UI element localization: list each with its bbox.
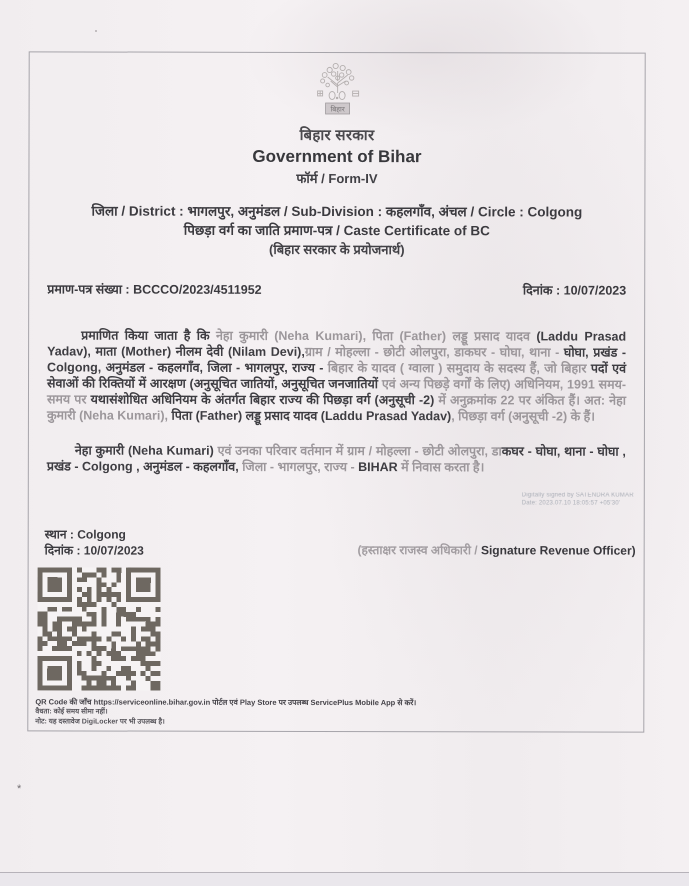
title-hindi: बिहार सरकार	[299, 126, 375, 145]
revenue-officer-signature-line	[357, 541, 635, 559]
place-date-block	[45, 526, 144, 558]
certificate-number	[47, 280, 261, 297]
title-english: Government of Bihar	[252, 146, 422, 167]
digital-signature-line1: Digitally signed by SATENDRA KUMAR	[521, 492, 634, 499]
certificate-title-line: पिछड़ा वर्ग का जाति प्रमाण-पत्र / Caste Certificate of BC	[183, 222, 490, 239]
place-value: Colgong	[77, 527, 126, 542]
date-value: 10/07/2023	[83, 543, 144, 558]
footer-notes	[35, 697, 635, 728]
certificate-content	[28, 56, 644, 735]
qr-verification-note: QR Code की जाँच https://serviceonline.bihar.gov.in पोर्टल एवं Play Store पर उपलब्ध ServicePlus Mobile App से करें।	[35, 697, 417, 708]
form-number-line: फॉर्म / Form-IV	[296, 170, 378, 187]
certificate-number-label: प्रमाण-पत्र संख्या :	[47, 282, 134, 297]
date-line	[45, 542, 144, 558]
digilocker-note: नोट: यह दस्तावेज DigiLocker पर भी उपलब्ध है।	[35, 718, 165, 726]
digital-signature-text	[522, 491, 634, 507]
issue-date	[523, 281, 626, 298]
scan-edge-strip	[0, 873, 689, 886]
place-label: स्थान :	[44, 527, 78, 542]
purpose-line: (बिहार सरकार के प्रयोजनार्थ)	[269, 241, 405, 258]
bihar-emblem-icon	[289, 57, 385, 119]
digital-signature-line2: Date: 2023.07.10 18:05:57 +05'30'	[521, 500, 621, 507]
issue-date-label: दिनांक :	[522, 283, 564, 298]
district-line: जिला / District : भागलपुर, अनुमंडल / Sub-Division : कहलगाँव, अंचल / Circle : Colgong	[91, 203, 583, 220]
certificate-paragraph-2: नेहा कुमारी (Neha Kumari) एवं उनका परिवार वर्तमान में ग्राम / मोहल्ला - छोटी ओलपुरा, डाकघर - घोघा, थाना - घोघा , प्रखंड - Colgong , अनुमंडल - कहलगाँव, जिला - भागलपुर, राज्य - BIHAR में निवास करता है।	[46, 443, 626, 475]
certificate-border-frame	[27, 51, 645, 732]
qr-code	[37, 567, 160, 690]
certificate-number-value: BCCCO/2023/4511952	[133, 282, 262, 297]
officer-label-hindi: (हस्ताक्षर राजस्व अधिकारी /	[357, 543, 481, 558]
meta-row	[47, 280, 626, 298]
place-line	[45, 526, 144, 542]
scan-speck	[95, 30, 97, 32]
date-label: दिनांक :	[44, 543, 84, 558]
certificate-paragraph-1: प्रमाणित किया जाता है कि नेहा कुमारी (Neha Kumari), पिता (Father) लड्डू प्रसाद यादव (Laddu Prasad Yadav), माता (Mother) नीलम देवी (Nilam Devi),ग्राम / मोहल्ला - छोटी ओलपुरा, डाकघर - घोघा, थाना - घोघा, प्रखंड - Colgong, अनुमंडल - कहलगाँव, जिला - भागलपुर, राज्य - बिहार के यादव ( ग्वाला ) समुदाय के सदस्य हैं, जो बिहार पदों एवं सेवाओं की रिक्तियों में आरक्षण (अनुसूचित जातियों, अनुसूचित जनजातियों एवं अन्य पिछड़े वर्गों के लिए) अधिनियम, 1991 समय-समय पर यथासंशोधित अधिनियम के अंतर्गत बिहार राज्य की पिछड़ा वर्ग (अनुसूची -2) में अनुक्रमांक 22 पर अंकित हैं। अत: नेहा कुमारी (Neha Kumari), पिता (Father) लड्डू प्रसाद यादव (Laddu Prasad Yadav), पिछड़ा वर्ग (अनुसूची -2) के हैं।	[46, 328, 627, 424]
scan-speck: *	[17, 783, 22, 795]
officer-label-english: Signature Revenue Officer)	[480, 543, 636, 558]
validity-note: वैधता: कोई समय सीमा नहीं।	[35, 708, 108, 716]
issue-date-value: 10/07/2023	[563, 283, 627, 298]
emblem-label: बिहार	[329, 106, 345, 114]
